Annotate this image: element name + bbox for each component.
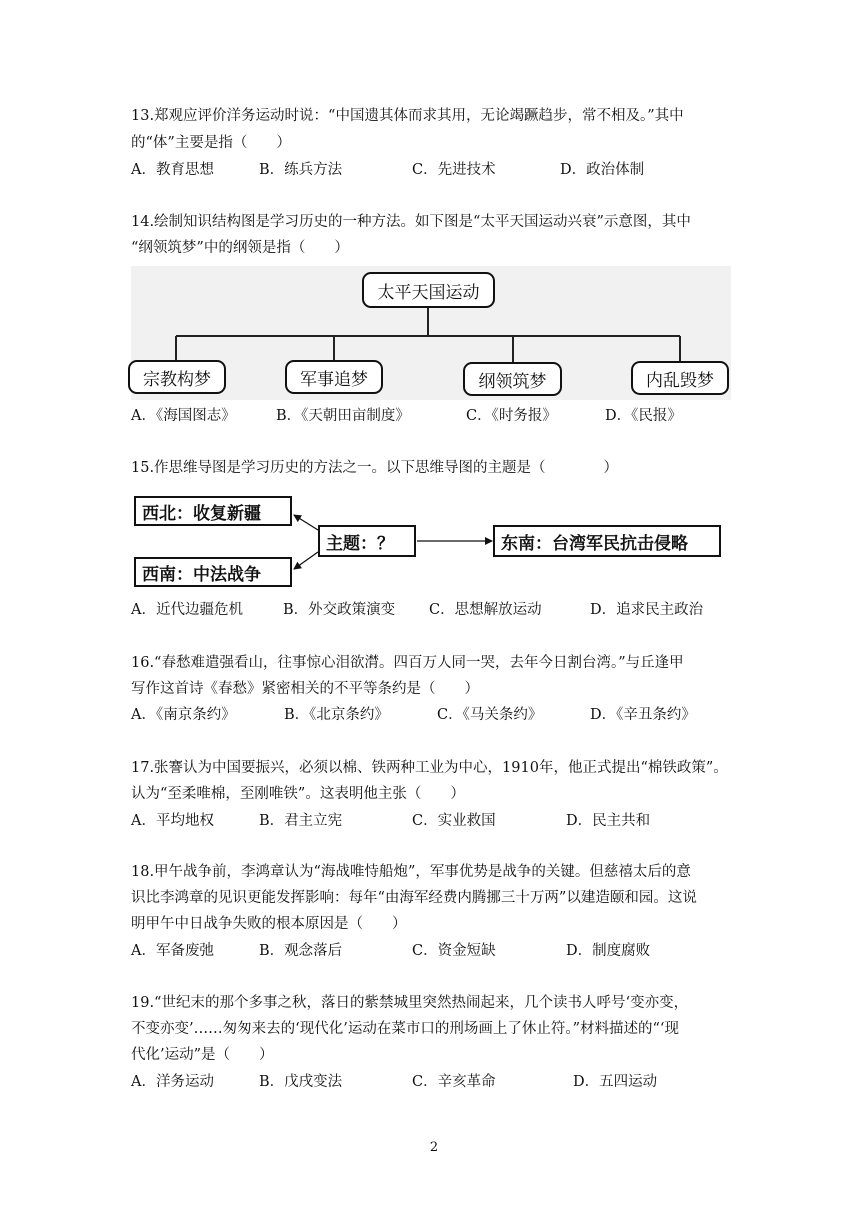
- q17-option-d: D．民主共和: [566, 813, 651, 829]
- q14-option-a: A．《海国图志》: [131, 408, 236, 424]
- q13-stem-line-1: 13.郑观应评价洋务运动时说：“中国遗其体而求其用，无论竭蹶趋步，常不相及。”其中: [131, 108, 684, 124]
- q19-option-d: D．五四运动: [573, 1074, 658, 1090]
- q17-stem-line-1: 17.张謇认为中国要振兴，必须以棉、铁两种工业为中心，1910年，他正式提出“棉铁政策”。: [131, 760, 728, 776]
- q17-option-a: A．平均地权: [131, 813, 214, 829]
- mind-map-node-southeast: 东南：台湾军民抗击侵略: [493, 525, 721, 557]
- q13-option-c: C．先进技术: [412, 162, 496, 178]
- q19-option-a: A．洋务运动: [131, 1074, 214, 1090]
- q16-option-c: C．《马关条约》: [437, 707, 543, 723]
- q13-option-d: D．政治体制: [560, 162, 645, 178]
- q18-option-a: A．军备废弛: [131, 943, 214, 959]
- q16-stem-line-2: 写作这首诗《春愁》紧密相关的不平等条约是（ ）: [131, 681, 479, 697]
- q17-option-c: C．实业救国: [412, 813, 496, 829]
- q18-option-c: C．资金短缺: [412, 943, 496, 959]
- q13-stem-line-2: 的“体”主要是指（ ）: [131, 135, 291, 151]
- q18-option-d: D．制度腐败: [566, 943, 651, 959]
- q16-option-b: B．《北京条约》: [284, 707, 389, 723]
- q19-stem-line-1: 19.“世纪末的那个多事之秋，落日的紫禁城里突然热闹起来，几个读书人呼号‘变亦变，: [131, 995, 689, 1011]
- mind-map-center-node: 主题：？: [318, 525, 416, 557]
- q15-option-b: B．外交政策演变: [283, 602, 396, 618]
- diagram-node-religion: 宗教构梦: [128, 360, 226, 394]
- q18-stem-line-3: 明甲午中日战争失败的根本原因是（ ）: [131, 916, 407, 932]
- q16-option-d: D．《辛丑条约》: [590, 707, 696, 723]
- q18-stem-line-2: 识比李鸿章的见识更能发挥影响：每年“由海军经费内腾挪三十万两”以建造颐和园。这说: [131, 890, 697, 906]
- q19-option-c: C．辛亥革命: [412, 1074, 496, 1090]
- q19-stem-line-2: 不变亦变’……匆匆来去的‘现代化’运动在菜市口的刑场画上了休止符。”材料描述的“‘现: [131, 1021, 680, 1037]
- q15-option-a: A．近代边疆危机: [131, 602, 243, 618]
- q19-stem-line-3: 代化’运动”是（ ）: [131, 1047, 274, 1063]
- mind-map-node-northwest: 西北：收复新疆: [134, 496, 292, 526]
- q17-stem-line-2: 认为“至柔唯棉，至刚唯铁”。这表明他主张（ ）: [131, 786, 465, 802]
- q13-option-b: B．练兵方法: [259, 162, 343, 178]
- diagram-node-program: 纲领筑梦: [463, 362, 562, 396]
- page-number: 2: [429, 1140, 439, 1155]
- diagram-node-military: 军事追梦: [285, 360, 383, 394]
- diagram-root-node: 太平天国运动: [362, 272, 495, 308]
- mind-map-node-southwest: 西南：中法战争: [134, 557, 292, 587]
- q13-option-a: A．教育思想: [131, 162, 214, 178]
- q14-option-b: B．《天朝田亩制度》: [276, 408, 410, 424]
- q14-option-c: C．《时务报》: [466, 408, 557, 424]
- q16-option-a: A．《南京条约》: [131, 707, 236, 723]
- q15-option-c: C．思想解放运动: [429, 602, 542, 618]
- q18-stem-line-1: 18.甲午战争前，李鸿章认为“海战唯恃船炮”，军事优势是战争的关键。但慈禧太后的意: [131, 864, 691, 880]
- q14-option-d: D．《民报》: [605, 408, 682, 424]
- q19-option-b: B．戊戌变法: [259, 1074, 343, 1090]
- q15-option-d: D．追求民主政治: [590, 602, 704, 618]
- q18-option-b: B．观念落后: [259, 943, 343, 959]
- q17-option-b: B．君主立宪: [259, 813, 343, 829]
- q14-stem-line-2: “纲领筑梦”中的纲领是指（ ）: [131, 240, 349, 256]
- q15-stem-line-1: 15.作思维导图是学习历史的方法之一。以下思维导图的主题是（ ）: [131, 460, 619, 476]
- diagram-node-internal-strife: 内乱毁梦: [631, 361, 729, 395]
- q14-stem-line-1: 14.绘制知识结构图是学习历史的一种方法。如下图是“太平天国运动兴衰”示意图，其中: [131, 214, 691, 230]
- q16-stem-line-1: 16.“春愁难遣强看山，往事惊心泪欲潸。四百万人同一哭，去年今日割台湾。”与丘逢甲: [131, 655, 684, 671]
